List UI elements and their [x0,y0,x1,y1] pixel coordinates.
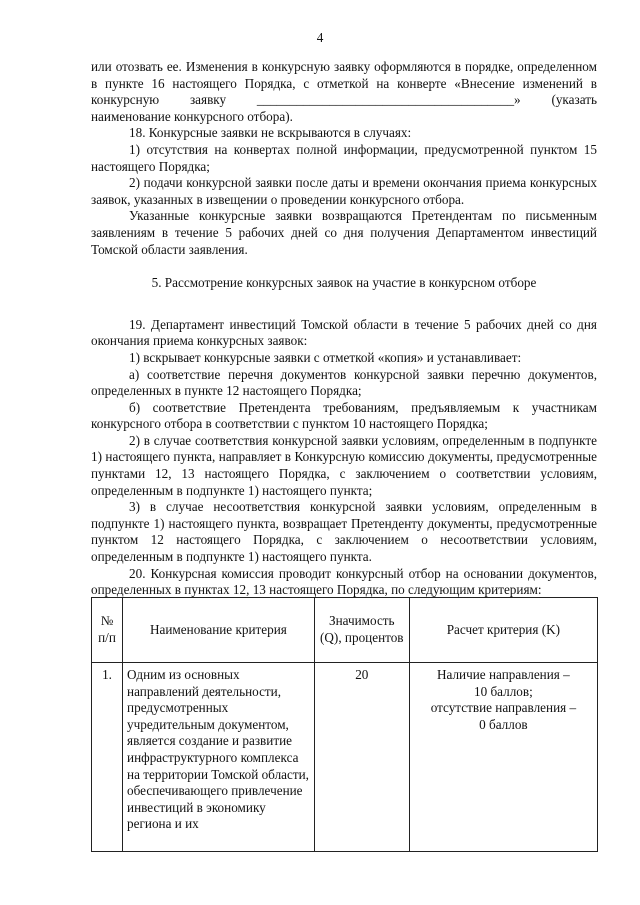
row-weight: 20 [314,663,409,852]
paragraph-19-item-2: 2) в случае соответствия конкурсной заявки условиям, определенным в подпункте 1) настоящего пункта, направляет в Конкурсную комиссию документы, предусмотренные пунктами 12, 13 настоящего Порядка, с заключением о соответствии условиям, определенным в подпункте 1) настоящего пункта; [91,432,597,498]
header-weight: Значимость (Q), процентов [314,598,409,663]
row-num: 1. [92,663,123,852]
row-criterion-name: Одним из основных направлений деятельности, предусмотренных учредительным документом, является создание и развитие инфраструктурного комплекса на территории Томской области, обеспечивающего привлечение инвестиций в экономику региона и их [123,663,315,852]
paragraph-19-item-1: 1) вскрывает конкурсные заявки с отметкой «копия» и устанавливает: [129,349,522,365]
paragraph-18: 18. Конкурсные заявки не вскрываются в случаях: [129,125,412,141]
row-calc [409,663,597,852]
section-heading: 5. Рассмотрение конкурсных заявок на участие в конкурсном отборе [151,275,537,291]
paragraph-19-item-b: б) соответствие Претендента требованиям, предъявляемым к участникам конкурсного отбора в соответствии с пунктом 10 настоящего Порядка; [91,399,597,432]
row-calc-line-3: отсутствие направления – [430,700,577,716]
paragraph-18-item-2: 2) подачи конкурсной заявки после даты и времени окончания приема конкурсных заявок, указанных в извещении о проведении конкурсного отбора. [91,175,597,207]
table-row [92,663,598,852]
header-name: Наименование критерия [123,598,315,663]
table-header-row [92,598,598,663]
criteria-table [91,597,598,852]
row-calc-line-2: 10 баллов; [473,683,533,699]
paragraph-18-item-1: 1) отсутствия на конвертах полной информации, предусмотренной пунктом 15 настоящего Порядка; [91,141,597,174]
paragraph-19-item-a: а) соответствие перечня документов конкурсной заявки перечню документов, определенных в пункте 12 настоящего Порядка; [91,366,597,399]
document-body [91,59,597,599]
header-calc: Расчет критерия (K) [409,598,597,663]
page-number: 4 [316,30,324,45]
paragraph-17-continuation: или отозвать ее. Изменения в конкурсную заявку оформляются в порядке, определенном в пункте 16 настоящего Порядка, с отметкой на конверте «Внесение изменений в конкурсную заявку _______________________________________» (указать наименование конкурсного отбора). [91,59,597,124]
paragraph-19: 19. Департамент инвестиций Томской области в течение 5 рабочих дней со дня окончания приема конкурсных заявок: [91,316,597,349]
paragraph-18-return: Указанные конкурсные заявки возвращаются Претендентам по письменным заявлениям в течение 5 рабочих дней со дня получения Департаментом инвестиций Томской области заявления. [91,208,597,257]
paragraph-20: 20. Конкурсная комиссия проводит конкурсный отбор на основании документов, определенных в пунктах 12, 13 настоящего Порядка, по следующим критериям: [91,565,597,598]
row-calc-line-1: Наличие направления – [436,667,570,682]
paragraph-19-item-3: 3) в случае несоответствия конкурсной заявки условиям, определенным в подпункте 1) настоящего пункта, возвращает Претенденту документы, предусмотренные пунктом 12 настоящего Порядка, с заключением о несоответствии условиям, определенным в подпункте 1) настоящего пункта. [91,499,597,565]
row-calc-line-4: 0 баллов [479,716,528,732]
header-num: № п/п [92,598,123,663]
